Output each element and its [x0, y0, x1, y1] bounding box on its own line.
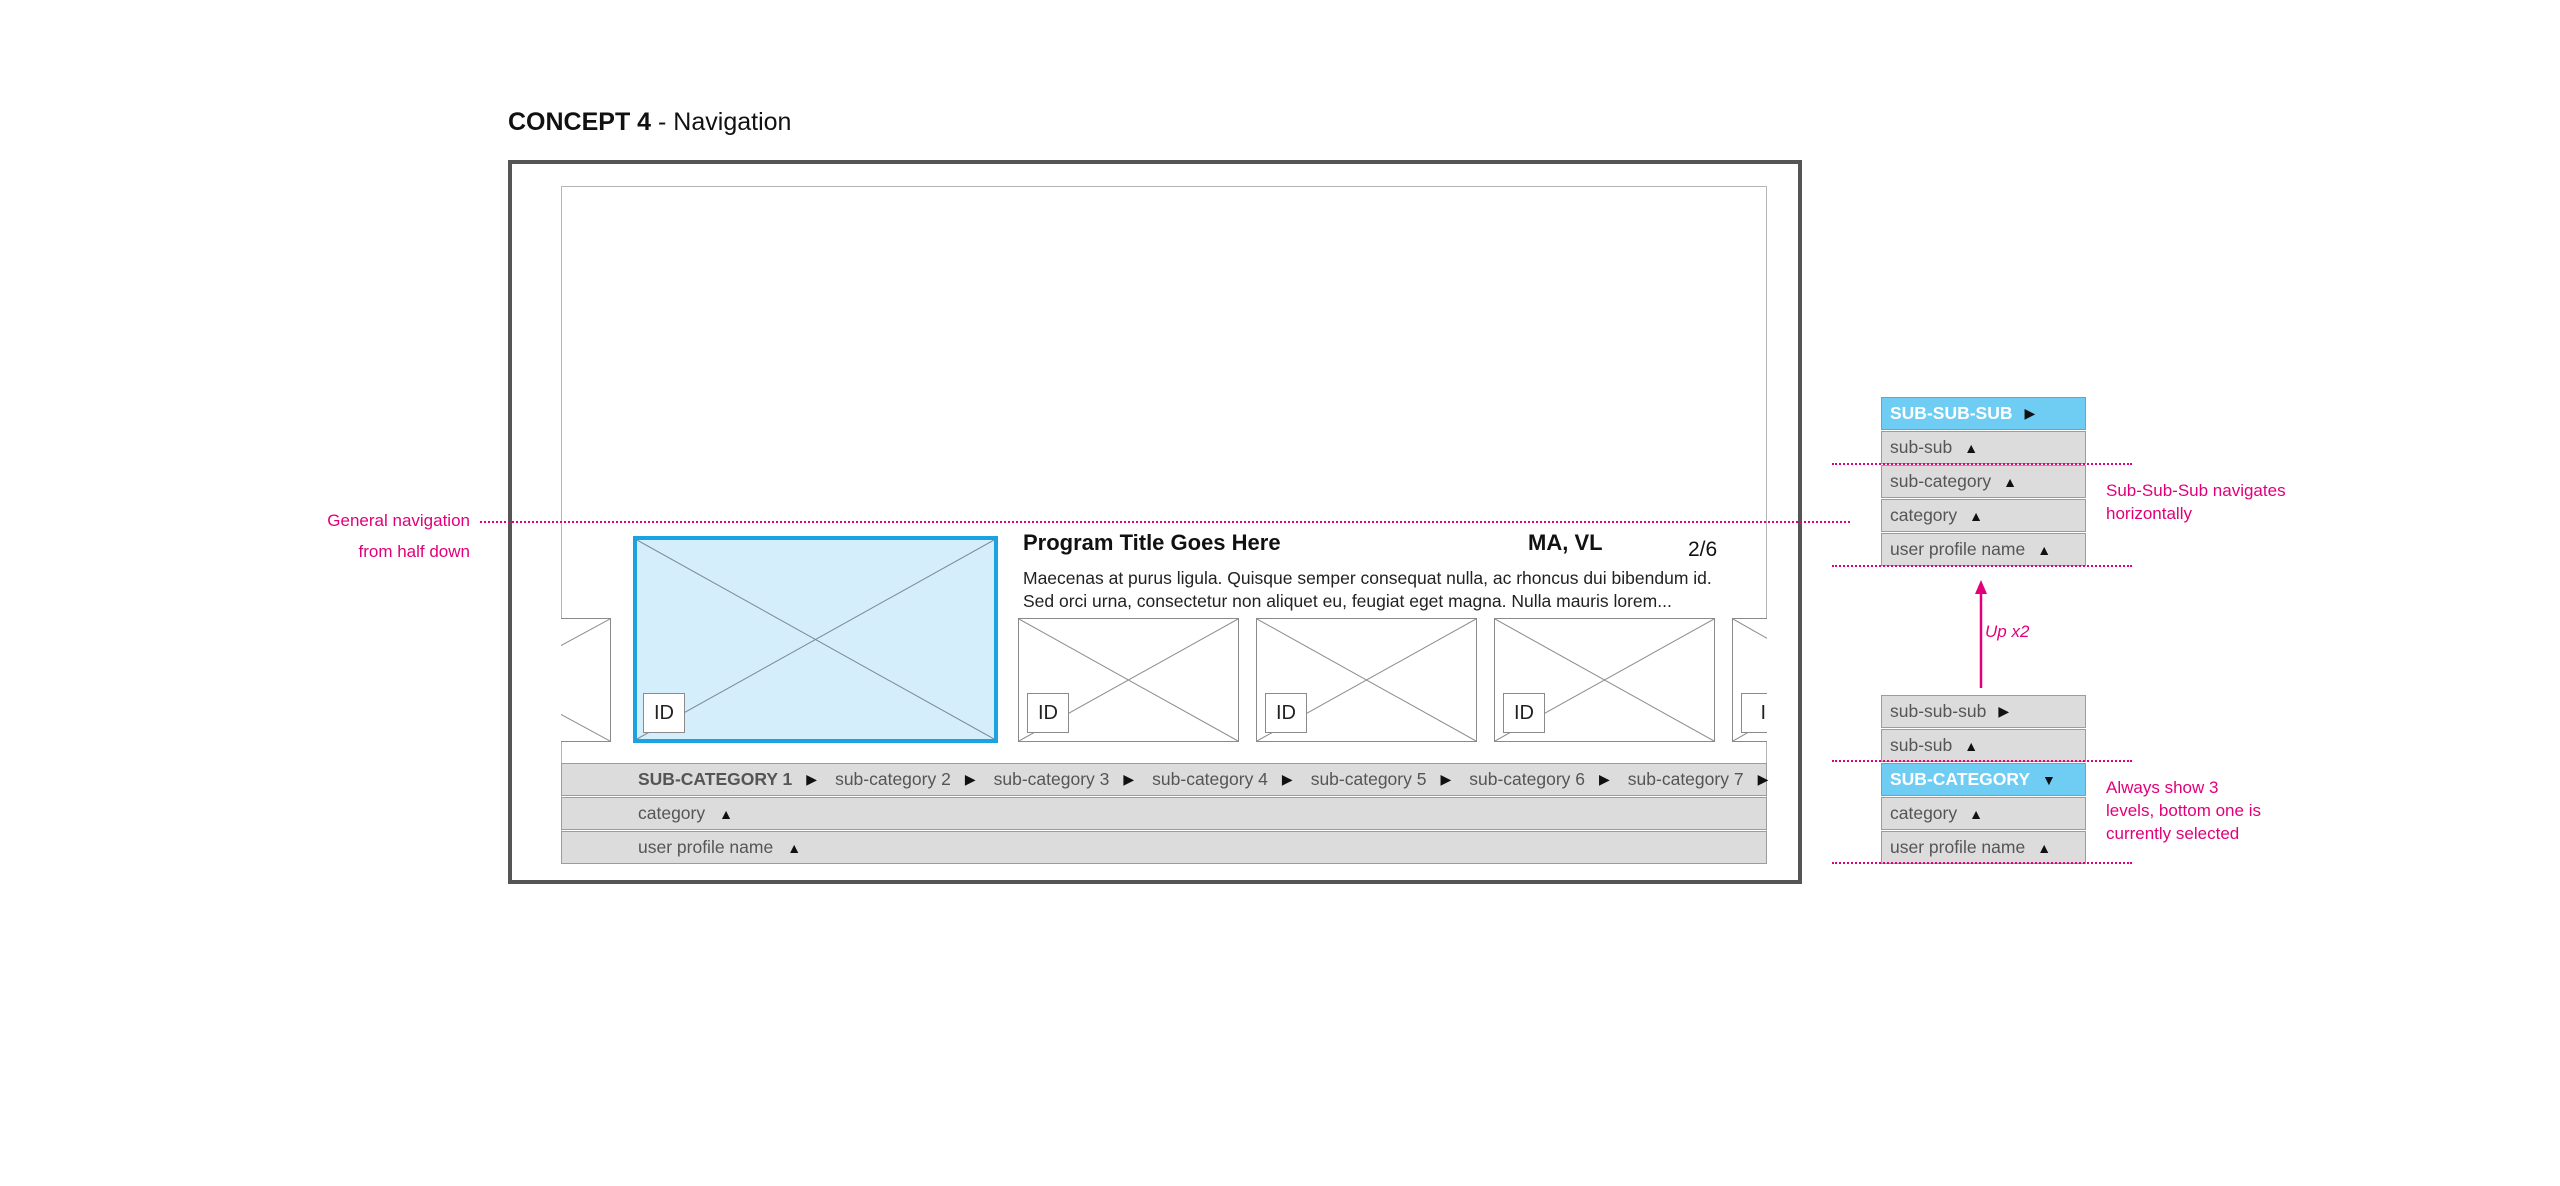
- nav-subcategory-item[interactable]: [1152, 769, 1293, 790]
- thumbnail[interactable]: [1018, 618, 1239, 742]
- stack-top-guide-line: [1832, 463, 2132, 465]
- nav-subcategory-label: SUB-CATEGORY 1: [638, 769, 793, 789]
- stack-item-label: SUB-CATEGORY: [1890, 769, 2030, 789]
- right-triangle-icon: ▶: [964, 771, 976, 787]
- concept-title-rest: - Navigation: [651, 108, 792, 136]
- stack-item-label: category: [1890, 505, 1958, 525]
- thumbnail-selected[interactable]: [633, 536, 998, 743]
- right-triangle-icon: ▶: [1599, 771, 1610, 787]
- nav-subcategory-label: sub-category 3: [993, 769, 1110, 789]
- annotation-up: Up x2: [1985, 622, 2030, 641]
- annotation-line: levels, bottom one is: [2106, 801, 2261, 820]
- up-triangle-icon: ▲: [2037, 839, 2052, 856]
- placeholder-cross-icon: [637, 540, 994, 739]
- stack-item-label: sub-sub: [1890, 735, 1953, 755]
- right-triangle-icon: ▶: [2024, 405, 2036, 421]
- nav-subcategory-item[interactable]: [1628, 769, 1769, 790]
- stack-bottom-item[interactable]: [1881, 797, 2086, 830]
- thumbnail-id-label: ID: [1265, 693, 1307, 733]
- up-triangle-icon: ▲: [787, 839, 802, 856]
- program-rating: MA, VL: [1528, 530, 1603, 555]
- user-profile-nav-bar[interactable]: [561, 831, 1767, 864]
- nav-subcategory-label: sub-category 4: [1152, 769, 1268, 789]
- stack-top-guide-line: [1832, 565, 2132, 567]
- nav-subcategory-label: sub-category 5: [1310, 769, 1427, 789]
- right-triangle-icon: ▶: [1123, 771, 1135, 787]
- annotation-subsubsub: [2106, 479, 2286, 525]
- thumbnail-id-label: ID: [1027, 693, 1069, 733]
- annotation-always-show: [2106, 776, 2261, 845]
- category-nav-bar[interactable]: [561, 797, 1767, 830]
- stack-bottom-guide-line: [1832, 862, 2132, 864]
- nav-subcategory-label: sub-category 2: [835, 769, 951, 789]
- nav-subcategory-item[interactable]: [1311, 769, 1452, 790]
- stack-bottom-item[interactable]: [1881, 831, 2086, 864]
- nav-subcategory-item[interactable]: [1469, 769, 1610, 790]
- stack-top-item[interactable]: [1881, 533, 2086, 566]
- stack-top-item[interactable]: [1881, 499, 2086, 532]
- stack-item-label: sub-category: [1890, 471, 1992, 491]
- right-triangle-icon: ▶: [1998, 703, 2010, 719]
- placeholder-cross-icon: [561, 619, 610, 741]
- stack-item-label: user profile name: [1890, 539, 2026, 559]
- up-triangle-icon: ▲: [2003, 473, 2018, 490]
- annotation-line: Always show 3: [2106, 778, 2219, 797]
- stack-top-item[interactable]: [1881, 431, 2086, 464]
- program-count: 2/6: [1688, 538, 1718, 561]
- annotation-line: Sub-Sub-Sub navigates: [2106, 481, 2286, 500]
- right-triangle-icon: ▶: [1757, 771, 1769, 787]
- concept-title-bold: CONCEPT 4: [508, 108, 652, 136]
- stack-item-label: sub-sub: [1890, 437, 1953, 457]
- up-triangle-icon: ▲: [1969, 507, 1983, 524]
- program-title: Program Title Goes Here: [1023, 530, 1281, 555]
- up-triangle-icon: ▲: [719, 805, 733, 822]
- stack-bottom-item[interactable]: [1881, 729, 2086, 762]
- annotation-line: currently selected: [2106, 824, 2240, 843]
- stack-item-label: category: [1890, 803, 1958, 823]
- stack-item-label: user profile name: [1890, 837, 2026, 857]
- thumbnail-id-label: ID: [1503, 693, 1545, 733]
- stack-bottom-item[interactable]: [1881, 695, 2086, 728]
- annotation-general-nav: [320, 509, 470, 563]
- nav-subcategory-item[interactable]: [638, 769, 817, 790]
- up-triangle-icon: ▲: [2037, 541, 2052, 558]
- concept-title: [508, 108, 791, 137]
- thumbnail[interactable]: [1494, 618, 1715, 742]
- nav-subcategory-label: sub-category 7: [1627, 769, 1744, 789]
- up-triangle-icon: ▲: [1969, 805, 1983, 822]
- stack-bottom-item[interactable]: [1881, 763, 2086, 796]
- up-triangle-icon: ▲: [1964, 439, 1979, 456]
- stack-bottom-guide-line: [1832, 760, 2132, 762]
- stack-top-item[interactable]: [1881, 465, 2086, 498]
- nav-subcategory-label: sub-category 6: [1469, 769, 1586, 789]
- thumbnail-partial-right[interactable]: [1732, 618, 1767, 742]
- stack-item-label: sub-sub-sub: [1890, 701, 1987, 721]
- program-description: Maecenas at purus ligula. Quisque semper consequat nulla, ac rhoncus dui bibendum id. Sed orci urna, consectetur non aliquet eu, feugiat eget magna. Nulla mauris lorem...: [1023, 568, 1712, 611]
- subcategory-nav-bar: [561, 763, 1767, 796]
- up-triangle-icon: ▲: [1964, 737, 1979, 754]
- tv-screen: [561, 186, 1767, 861]
- stack-top-item[interactable]: [1881, 397, 2086, 430]
- down-triangle-icon: ▼: [2042, 771, 2056, 788]
- nav-subcategory-item[interactable]: [994, 769, 1135, 790]
- right-triangle-icon: ▶: [806, 771, 818, 787]
- half-down-guide-line: [480, 521, 1850, 523]
- nav-category-label: category: [638, 803, 706, 823]
- annotation-line: horizontally: [2106, 504, 2192, 523]
- thumbnail-id-label: I: [1741, 693, 1767, 733]
- annotation-line: from half down: [358, 542, 470, 561]
- thumbnail[interactable]: [1256, 618, 1477, 742]
- nav-user-profile-label: user profile name: [638, 837, 774, 857]
- right-triangle-icon: ▶: [1281, 771, 1293, 787]
- thumbnail-partial-left[interactable]: [561, 618, 611, 742]
- annotation-line: General navigation: [327, 511, 470, 530]
- stack-item-label: SUB-SUB-SUB: [1890, 403, 2013, 423]
- right-triangle-icon: ▶: [1440, 771, 1452, 787]
- nav-subcategory-item[interactable]: [835, 769, 976, 790]
- thumbnail-id-label: ID: [643, 693, 685, 733]
